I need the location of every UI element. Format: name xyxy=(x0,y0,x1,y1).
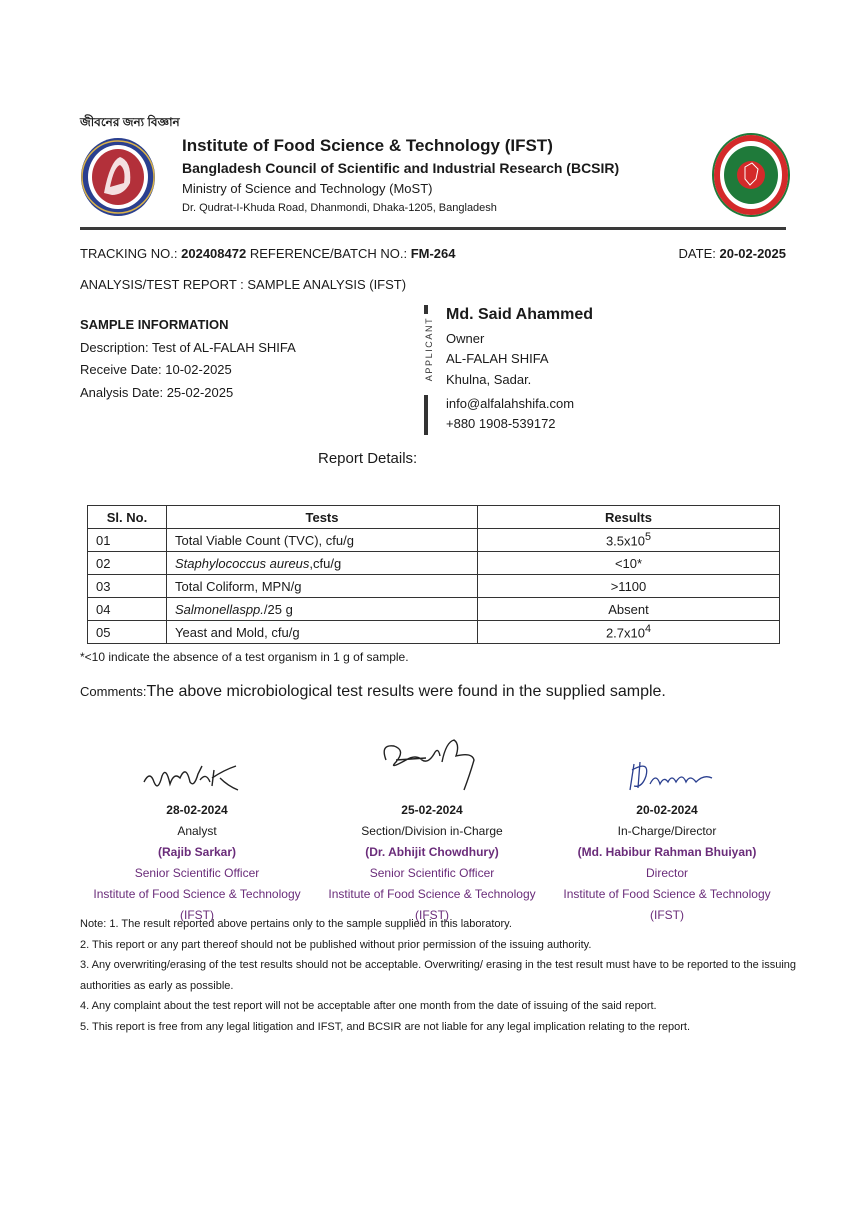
note-item: 3. Any overwriting/erasing of the test results should not be acceptable. Overwriting/ erasing in the test result must have to be reported to the issuing authorities as early as possible. xyxy=(80,959,796,992)
row-test xyxy=(167,552,478,575)
row-test: Total Viable Count (TVC), cfu/g xyxy=(167,529,478,552)
section-incharge-signature-icon xyxy=(376,730,486,796)
signatory-role: Analyst xyxy=(177,824,217,838)
test-unit: ,cfu/g xyxy=(309,555,342,571)
row-sl: 03 xyxy=(88,575,167,598)
table-row xyxy=(88,552,780,575)
signatory-institute: Institute of Food Science & Technology (IFST) xyxy=(328,887,536,922)
signatory-date: 28-02-2024 xyxy=(166,803,228,817)
bangladesh-seal-icon xyxy=(712,133,790,217)
motto-bangla: জীবনের জন্য বিজ্ঞান xyxy=(80,115,180,129)
applicant-phone: +880 1908-539172 xyxy=(446,416,556,431)
note-item: Note: 1. The result reported above pertains only to the sample supplied in this laboratory. xyxy=(80,918,512,930)
comments xyxy=(80,683,666,701)
signatory-date: 20-02-2024 xyxy=(636,803,698,817)
note-item: 2. This report or any part thereof should not be published without prior permission of the issuing authority. xyxy=(80,938,592,951)
row-sl: 01 xyxy=(88,529,167,552)
table-row xyxy=(88,621,780,644)
report-date xyxy=(679,246,786,261)
signatory-section-incharge xyxy=(312,800,552,926)
receive-date: Receive Date: 10-02-2025 xyxy=(80,362,232,377)
tracking-line xyxy=(80,246,455,261)
row-sl: 04 xyxy=(88,598,167,621)
signatory-analyst xyxy=(77,800,317,926)
comments-text: The above microbiological test results were found in the supplied sample. xyxy=(146,683,666,700)
header-sl: Sl. No. xyxy=(88,506,167,529)
signatory-designation: Senior Scientific Officer xyxy=(134,866,260,880)
reference-label: REFERENCE/BATCH NO.: xyxy=(249,246,408,261)
signatory-role: Section/Division in-Charge xyxy=(361,824,503,838)
note-item: 5. This report is free from any legal litigation and IFST, and BCSIR are not liable for any legal implication relating to the report. xyxy=(80,1020,690,1033)
row-test xyxy=(167,598,478,621)
row-result xyxy=(478,598,780,621)
applicant-location: Khulna, Sadar. xyxy=(446,372,532,387)
note-item: 4. Any complaint about the test report will not be acceptable after one month from the date of issuing of the said report. xyxy=(80,1000,657,1013)
ministry-name: Ministry of Science and Technology (MoST) xyxy=(182,181,433,196)
result-exponent: 5 xyxy=(645,531,652,544)
applicant-label: APPLICANT xyxy=(424,316,434,382)
signatory-date: 25-02-2024 xyxy=(401,803,463,817)
table-footnote: *<10 indicate the absence of a test organism in 1 g of sample. xyxy=(80,650,409,664)
signatory-institute: Institute of Food Science & Technology (IFST) xyxy=(563,887,771,922)
result-exponent: 4 xyxy=(645,623,652,636)
test-unit: /25 g xyxy=(263,601,293,617)
signatory-name: (Rajib Sarkar) xyxy=(157,845,237,859)
comments-label: Comments: xyxy=(80,684,147,699)
signatory-director xyxy=(547,800,787,926)
report-details-title: Report Details: xyxy=(318,450,418,467)
results-table xyxy=(87,505,780,644)
table-header-row xyxy=(88,506,780,529)
report-notes xyxy=(80,914,800,1038)
row-result xyxy=(478,552,780,575)
applicant-email: info@alfalahshifa.com xyxy=(446,396,575,411)
row-test: Total Coliform, MPN/g xyxy=(167,575,478,598)
applicant-name: Md. Said Ahammed xyxy=(446,306,593,323)
director-signature-icon xyxy=(620,756,720,796)
result-base: 2.7x10 xyxy=(605,625,645,641)
sample-description: Description: Test of AL-FALAH SHIFA xyxy=(80,340,296,355)
result-base: Absent xyxy=(608,601,649,617)
row-test: Yeast and Mold, cfu/g xyxy=(167,621,478,644)
row-result xyxy=(478,529,780,552)
header-divider xyxy=(80,227,786,230)
signatory-name: (Md. Habibur Rahman Bhuiyan) xyxy=(577,845,757,859)
table-row xyxy=(88,575,780,598)
organism-name: Salmonellaspp. xyxy=(175,601,264,617)
result-base: >1100 xyxy=(610,578,647,594)
institute-address: Dr. Qudrat-I-Khuda Road, Dhanmondi, Dhaka-1205, Bangladesh xyxy=(182,202,497,214)
report-title: ANALYSIS/TEST REPORT : SAMPLE ANALYSIS (IFST) xyxy=(80,277,407,292)
signatory-name: (Dr. Abhijit Chowdhury) xyxy=(365,845,499,859)
signatory-role: In-Charge/Director xyxy=(617,824,717,838)
signatory-institute: Institute of Food Science & Technology (IFST) xyxy=(93,887,301,922)
row-sl: 02 xyxy=(88,552,167,575)
table-row xyxy=(88,529,780,552)
result-base: 3.5x10 xyxy=(605,533,645,549)
signatory-designation: Senior Scientific Officer xyxy=(369,866,495,880)
analysis-date: Analysis Date: 25-02-2025 xyxy=(80,385,234,400)
ifst-seal-icon xyxy=(80,137,156,217)
signatory-designation: Director xyxy=(645,866,688,880)
organism-name: Staphylococcus aureus xyxy=(175,555,310,571)
tracking-number: 202408472 xyxy=(181,246,247,261)
reference-number: FM-264 xyxy=(410,246,456,261)
tracking-label: TRACKING NO.: xyxy=(80,246,178,261)
result-base: <10* xyxy=(614,555,643,571)
date-value: 20-02-2025 xyxy=(719,246,786,261)
institute-name: Institute of Food Science & Technology (IFST) xyxy=(182,136,553,155)
applicant-company: AL-FALAH SHIFA xyxy=(446,351,549,366)
table-row xyxy=(88,598,780,621)
applicant-role: Owner xyxy=(446,331,485,346)
analyst-signature-icon xyxy=(140,752,250,802)
row-sl: 05 xyxy=(88,621,167,644)
sample-info-title: SAMPLE INFORMATION xyxy=(80,317,229,332)
header-results: Results xyxy=(478,506,780,529)
row-result xyxy=(478,621,780,644)
council-name: Bangladesh Council of Scientific and Industrial Research (BCSIR) xyxy=(182,160,620,176)
date-label: DATE: xyxy=(678,246,716,261)
row-result xyxy=(478,575,780,598)
header-tests: Tests xyxy=(167,506,478,529)
